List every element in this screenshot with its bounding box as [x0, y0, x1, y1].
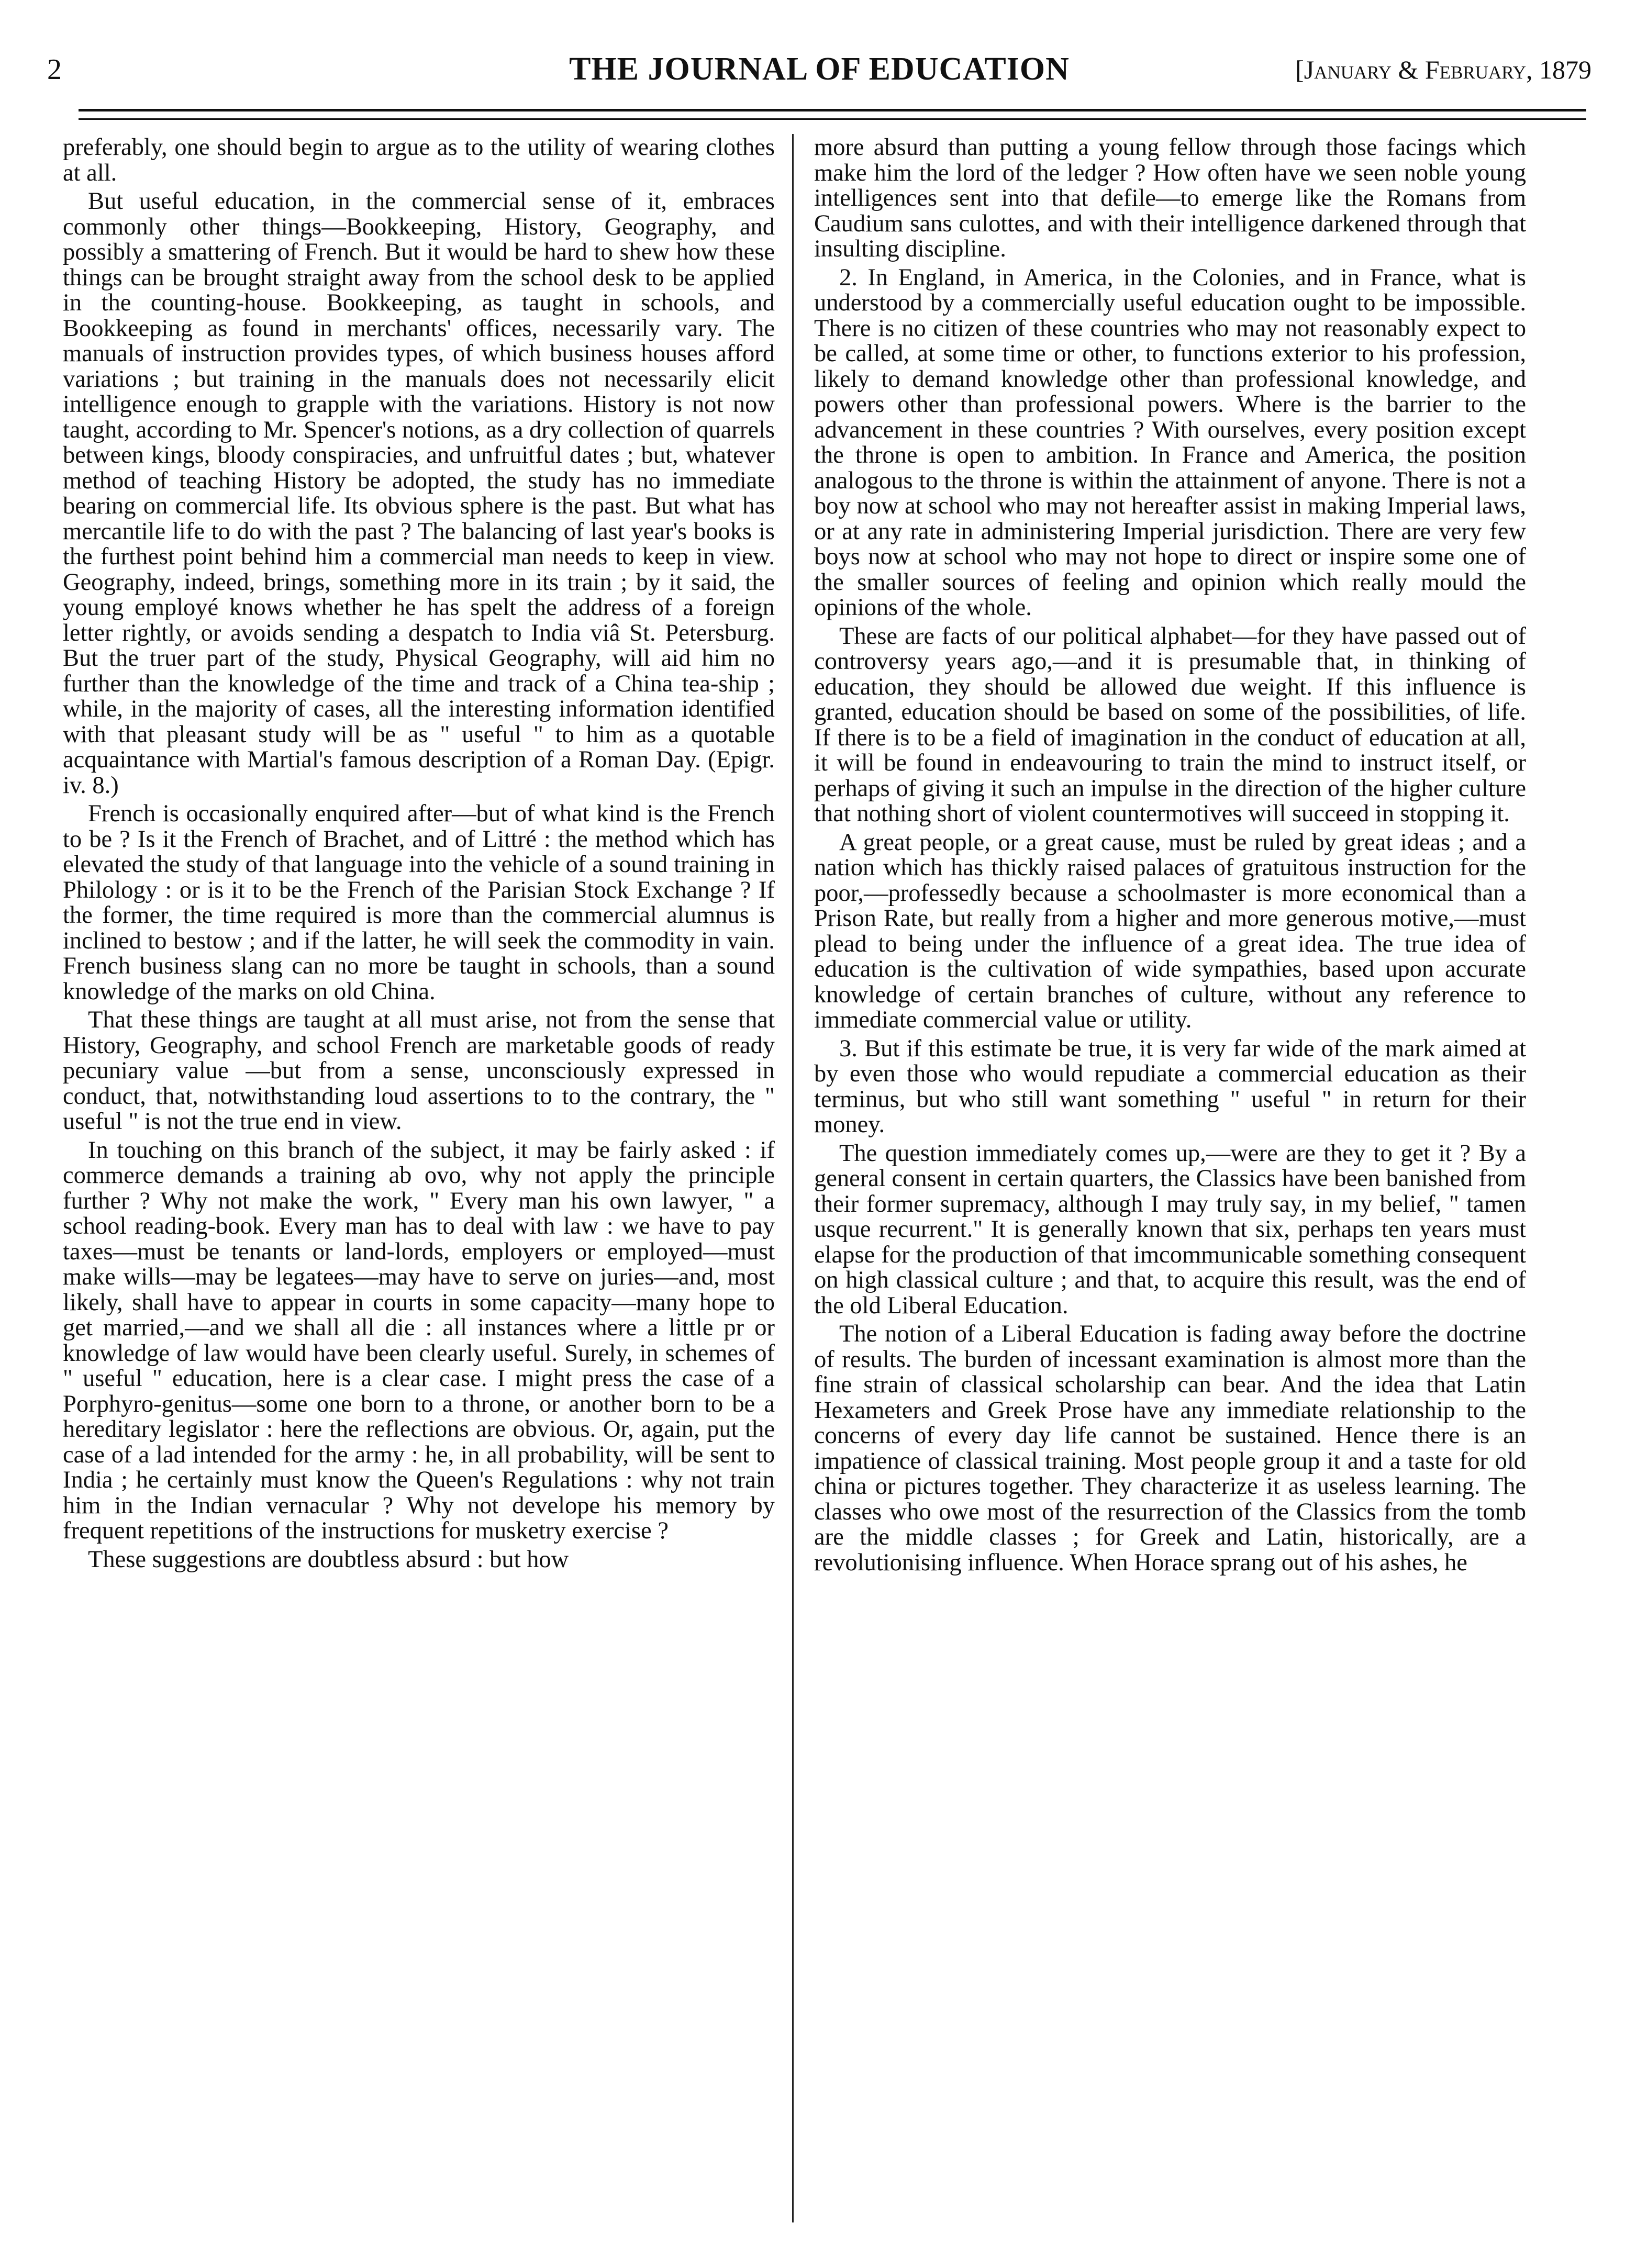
header-rule-thin [79, 118, 1586, 120]
page-number: 2 [47, 53, 62, 86]
paragraph: 2. In England, in America, in the Colonies, and in France, what is understood by a commercially useful education ought to be impossible. There is no citizen of these countries who may not reasonably expect to be called, at some time or other, to functions exterior to his profession, likely to demand knowledge other than professional knowledge, and powers other than professional powers. Where is the barrier to the advancement in these countries ? With ourselves, every position except the throne is open to ambition. In France and America, the position analogous to the throne is within the attainment of anyone. There is not a boy now at school who may not hereafter assist in making Imperial laws, or at any rate in administering Imperial jurisdiction. There are very few boys now at school who may not hope to direct or inspire some one of the smaller sources of feeling and opinion which really mould the opinions of the whole. [814, 264, 1526, 621]
page-header [47, 46, 1591, 93]
paragraph: 3. But if this estimate be true, it is very far wide of the mark aimed at by even those who would repudiate a commercial education as their terminus, but who still want something " useful " in return for their money. [814, 1035, 1526, 1138]
paragraph: French is occasionally enquired after—but of what kind is the French to be ? Is it the French of Brachet, and of Littré : the method which has elevated the study of that language into the vehicle of a sound training in Philology : or is it to be the French of the Parisian Stock Exchange ? If the former, the time required is more than the commercial alumnus is inclined to bestow ; and if the latter, he will seek the commodity in vain. French business slang can no more be taught in schools, than a sound knowledge of the marks on old China. [63, 800, 775, 1005]
paragraph: more absurd than putting a young fellow through those facings which make him the lord of the ledger ? How often have we seen noble young intelligences sent into that defile—to emerge like the Romans from Caudium sans culottes, and with their intelligence darkened through that insulting discipline. [814, 135, 1526, 262]
paragraph: These are facts of our political alphabet—for they have passed out of controversy years ago,—and it is presumable that, in thinking of education, they should be allowed due weight. If this influence is granted, education should be based on some of the possibilities, of life. If there is to be a field of imagination in the conduct of education at all, it will be found in endeavouring to train the mind to instruct itself, or perhaps of giving it such an impulse in the direction of the higher culture that nothing short of violent countermotives will succeed in stopping it. [814, 622, 1526, 827]
left-column [63, 135, 775, 2229]
paragraph: preferably, one should begin to argue as to the utility of wearing clothes at all. [63, 135, 775, 186]
paragraph: That these things are taught at all must arise, not from the sense that History, Geography, and school French are marketable goods of ready pecuniary value —but from a sense, unconsciously expressed in conduct, that, notwithstanding loud assertions to to the contrary, the " useful " is not the true end in view. [63, 1007, 775, 1135]
paragraph: A great people, or a great cause, must be ruled by great ideas ; and a nation which has thickly raised palaces of gratuitous instruction for the poor,—professedly because a schoolmaster is more economical than a Prison Rate, but really from a higher and more generous motive,—must plead to being under the influence of a great idea. The true idea of education is the cultivation of wide sympathies, based upon accurate knowledge of certain branches of culture, without any reference to immediate commercial value or utility. [814, 829, 1526, 1033]
paragraph: But useful education, in the commercial sense of it, embraces commonly other things—Bookkeeping, History, Geography, and possibly a smattering of French. But it would be hard to shew how these things can be brought straight away from the school desk to be applied in the counting-house. Bookkeeping, as taught in schools, and Bookkeeping as found in merchants' offices, necessarily vary. The manuals of instruction provides types, of which business houses afford variations ; but training in the manuals does not necessarily elicit intelligence enough to grapple with the variations. History is not now taught, according to Mr. Spencer's notions, as a dry collection of quarrels between kings, bloody conspiracies, and unfruitful dates ; but, whatever method of teaching History be adopted, the study has no immediate bearing on commercial life. Its obvious sphere is the past. But what has mercantile life to do with the past ? The balancing of last year's books is the furthest point behind him a commercial man needs to keep in view. Geography, indeed, brings, something more in its train ; by it said, the young employé knows whether he has spelt the address of a foreign letter rightly, or avoids sending a despatch to India viâ St. Petersburg. But the truer part of the study, Physical Geography, will aid him no further than the knowledge of the time and track of a China tea-ship ; while, in the majority of cases, all the interesting information identified with that pleasant study will be as " useful " to him as a quotable acquaintance with Martial's famous description of a Roman Day. (Epigr. iv. 8.) [63, 188, 775, 799]
paragraph: In touching on this branch of the subject, it may be fairly asked : if commerce demands a training ab ovo, why not apply the principle further ? Why not make the work, " Every man his own lawyer, " a school reading-book. Every man has to deal with law : we have to pay taxes—must be tenants or land-lords, employers or employed—must make wills—may be legatees—may have to serve on juries—and, most likely, shall have to appear in courts in some capacity—many hope to get married,—and we shall all die : all instances where a little pr or knowledge of law would have been clearly useful. Surely, in schemes of " useful " education, here is a clear case. I might press the case of a Porphyro-genitus—some one born to a throne, or another born to be a hereditary legislator : here the reflections are obvious. Or, again, put the case of a lad intended for the army : he, in all probability, will be sent to India ; he certainly must know the Queen's Regulations : why not train him in the Indian vernacular ? Why not develope his memory by frequent repetitions of the instructions for musketry exercise ? [63, 1136, 775, 1544]
paragraph: These suggestions are doubtless absurd : but how [88, 1546, 569, 1573]
paragraph: The question immediately comes up,—were are they to get it ? By a general consent in certain quarters, the Classics have been banished from their former supremacy, although I may truly say, in my belief, " tamen usque recurrent." It is generally known that six, perhaps ten years must elapse for the production of that imcommunicable something consequent on high classical culture ; and that, to acquire this result, was the end of the old Liberal Education. [814, 1139, 1526, 1319]
journal-title: THE JOURNAL OF EDUCATION [569, 51, 1070, 87]
issue-date: [January & February, 1879 [1295, 55, 1591, 84]
right-column [814, 135, 1526, 2229]
column-divider [792, 134, 794, 2222]
paragraph: The notion of a Liberal Education is fading away before the doctrine of results. The burden of incessant examination is almost more than the fine strain of classical scholarship can bear. And the idea that Latin Hexameters and Greek Prose have any immediate relationship to the concerns of every day life cannot be sustained. Hence there is an impatience of classical training. Most people group it and a taste for old china or pictures together. They characterize it as useless learning. The classes who owe most of the resurrection of the Classics from the tomb are the middle classes ; for Greek and Latin, historically, are a revolutionising influence. When Horace sprang out of his ashes, he [814, 1321, 1526, 1576]
header-rule-thick [79, 109, 1586, 111]
